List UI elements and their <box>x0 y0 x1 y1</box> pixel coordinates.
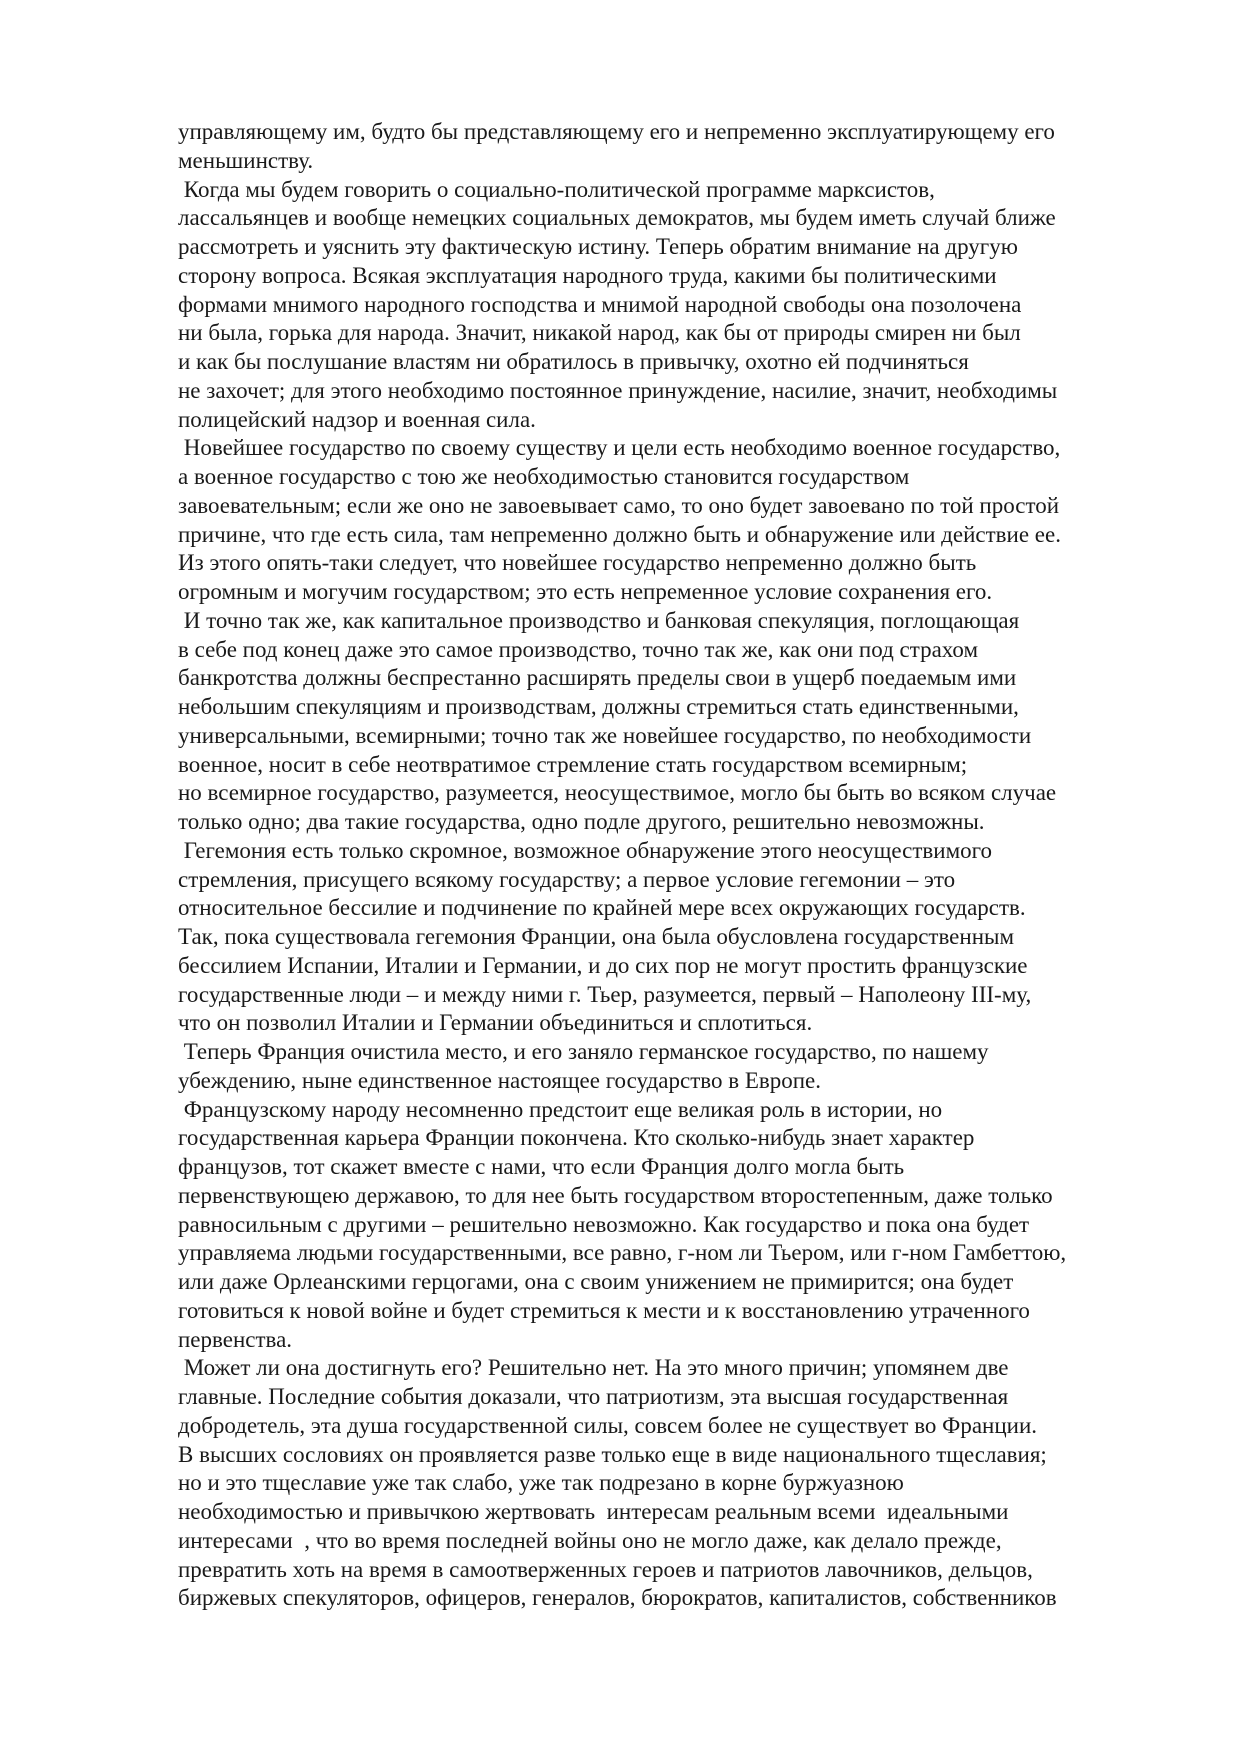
text-line: огромным и могучим государством; это есть непременное условие сохранения его. <box>178 579 993 604</box>
text-line: лассальянцев и вообще немецких социальных демократов, мы будем иметь случай ближе <box>178 205 1056 231</box>
text-line: Французскому народу несомненно предстоит еще великая роль в истории, но <box>178 1096 943 1122</box>
text-line: универсальными, всемирными; точно так же новейшее государство, по необходимости <box>178 722 1032 748</box>
text-line: ни была, горька для народа. Значит, никакой народ, как бы от природы смирен ни был <box>178 320 1021 346</box>
text-line: биржевых спекуляторов, офицеров, генералов, бюрократов, капиталистов, собственников <box>178 1585 1057 1611</box>
text-line: убеждению, ныне единственное настоящее государство в Европе. <box>178 1067 822 1093</box>
text-line: государственные люди – и между ними г. Тьер, разумеется, первый – Наполеону III-му, <box>178 981 1032 1007</box>
text-line: полицейский надзор и военная сила. <box>178 406 536 432</box>
text-line: Теперь Франция очистила место, и его заняло германское государство, по нашему <box>178 1039 989 1064</box>
text-line: Из этого опять-таки следует, что новейшее государство непременно должно быть <box>178 550 977 576</box>
text-line: равносильным с другими – решительно невозможно. Как государство и пока она будет <box>178 1211 1030 1237</box>
text-line: военное, носит в себе неотвратимое стремление стать государством всемирным; <box>178 751 968 777</box>
text-line: завоевательным; если же оно не завоевывает само, то оно будет завоевано по той простой <box>178 492 1060 518</box>
text-line: Может ли она достигнуть его? Решительно нет. На это много причин; упомянем две <box>178 1355 1009 1381</box>
text-line: И точно так же, как капитальное производство и банковая спекуляция, поглощающая <box>178 607 1020 633</box>
text-line: добродетель, эта душа государственной силы, совсем более не существует во Франции. <box>178 1412 1038 1438</box>
text-line: готовиться к новой войне и будет стремиться к мести и к восстановлению утраченного <box>178 1297 1030 1323</box>
text-line: Новейшее государство по своему существу и цели есть необходимо военное государство, <box>178 435 1061 461</box>
text-line: в себе под конец даже это самое производство, точно так же, как они под страхом <box>178 636 979 662</box>
text-line: а военное государство с тою же необходимостью становится государством <box>178 464 910 489</box>
text-line: первенствующею державою, то для нее быть государством второстепенным, даже только <box>178 1182 1053 1208</box>
text-line: необходимостью и привычкою жертвовать интересам реальным всеми идеальными <box>178 1499 1009 1524</box>
text-line: бессилием Испании, Италии и Германии, и до сих пор не могут простить французские <box>178 952 1028 978</box>
text-line: стремления, присущего всякому государству; а первое условие гегемонии – это <box>178 866 956 892</box>
text-line: управляющему им, будто бы представляющему его и непременно эксплуатирующему его <box>178 119 1055 144</box>
text-line: не захочет; для этого необходимо постоянное принуждение, насилие, значит, необходимы <box>178 377 1058 403</box>
text-line: сторону вопроса. Всякая эксплуатация народного труда, какими бы политическими <box>178 262 997 288</box>
text-line: небольшим спекуляциям и производствам, должны стремиться стать единственными, <box>178 694 1019 719</box>
text-line: рассмотреть и уяснить эту фактическую истину. Теперь обратим внимание на другую <box>178 234 1018 259</box>
text-line: управляема людьми государственными, все равно, г-ном ли Тьером, или г-ном Гамбеттою, <box>178 1240 1067 1266</box>
text-line: В высших сословиях он проявляется разве только еще в виде национального тщеславия; <box>178 1441 1047 1467</box>
text-line: Когда мы будем говорить о социально-политической программе марксистов, <box>178 176 935 202</box>
text-line: Так, пока существовала гегемония Франции, она была обусловлена государственным <box>178 924 1015 949</box>
text-line: превратить хоть на время в самоотверженных героев и патриотов лавочников, дельцов, <box>178 1556 1033 1582</box>
text-line: но всемирное государство, разумеется, неосуществимое, могло бы быть во всяком случае <box>178 780 1057 806</box>
text-line: но и это тщеславие уже так слабо, уже так подрезано в корне буржуазною <box>178 1470 904 1496</box>
text-line: и как бы послушание властям ни обратилось в привычку, охотно ей подчиняться <box>178 349 969 374</box>
text-line: государственная карьера Франции покончена. Кто сколько-нибудь знает характер <box>178 1125 975 1151</box>
text-line: французов, тот скажет вместе с нами, что если Франция долго могла быть <box>178 1154 905 1179</box>
text-line: или даже Орлеанскими герцогами, она с своим унижением не примирится; она будет <box>178 1269 1014 1294</box>
text-line: формами мнимого народного господства и мнимой народной свободы она позолочена <box>178 291 1022 317</box>
text-line: только одно; два такие государства, одно подле другого, решительно невозможны. <box>178 809 985 834</box>
text-line: первенства. <box>178 1326 293 1352</box>
text-line: меньшинству. <box>178 147 314 173</box>
text-line: банкротства должны беспрестанно расширять пределы свои в ущерб поедаемым ими <box>178 665 1017 691</box>
text-line: относительное бессилие и подчинение по крайней мере всех окружающих государств. <box>178 895 1026 921</box>
text-line: интересами , что во время последней войны оно не могло даже, как делало прежде, <box>178 1527 1002 1553</box>
body-text <box>178 118 1178 1613</box>
text-line: причине, что где есть сила, там непременно должно быть и обнаружение или действие ее. <box>178 521 1061 547</box>
text-line: Гегемония есть только скромное, возможное обнаружение этого неосуществимого <box>178 837 993 863</box>
text-line: главные. Последние события доказали, что патриотизм, эта высшая государственная <box>178 1384 1009 1409</box>
text-line: что он позволил Италии и Германии объединиться и сплотиться. <box>178 1010 813 1036</box>
